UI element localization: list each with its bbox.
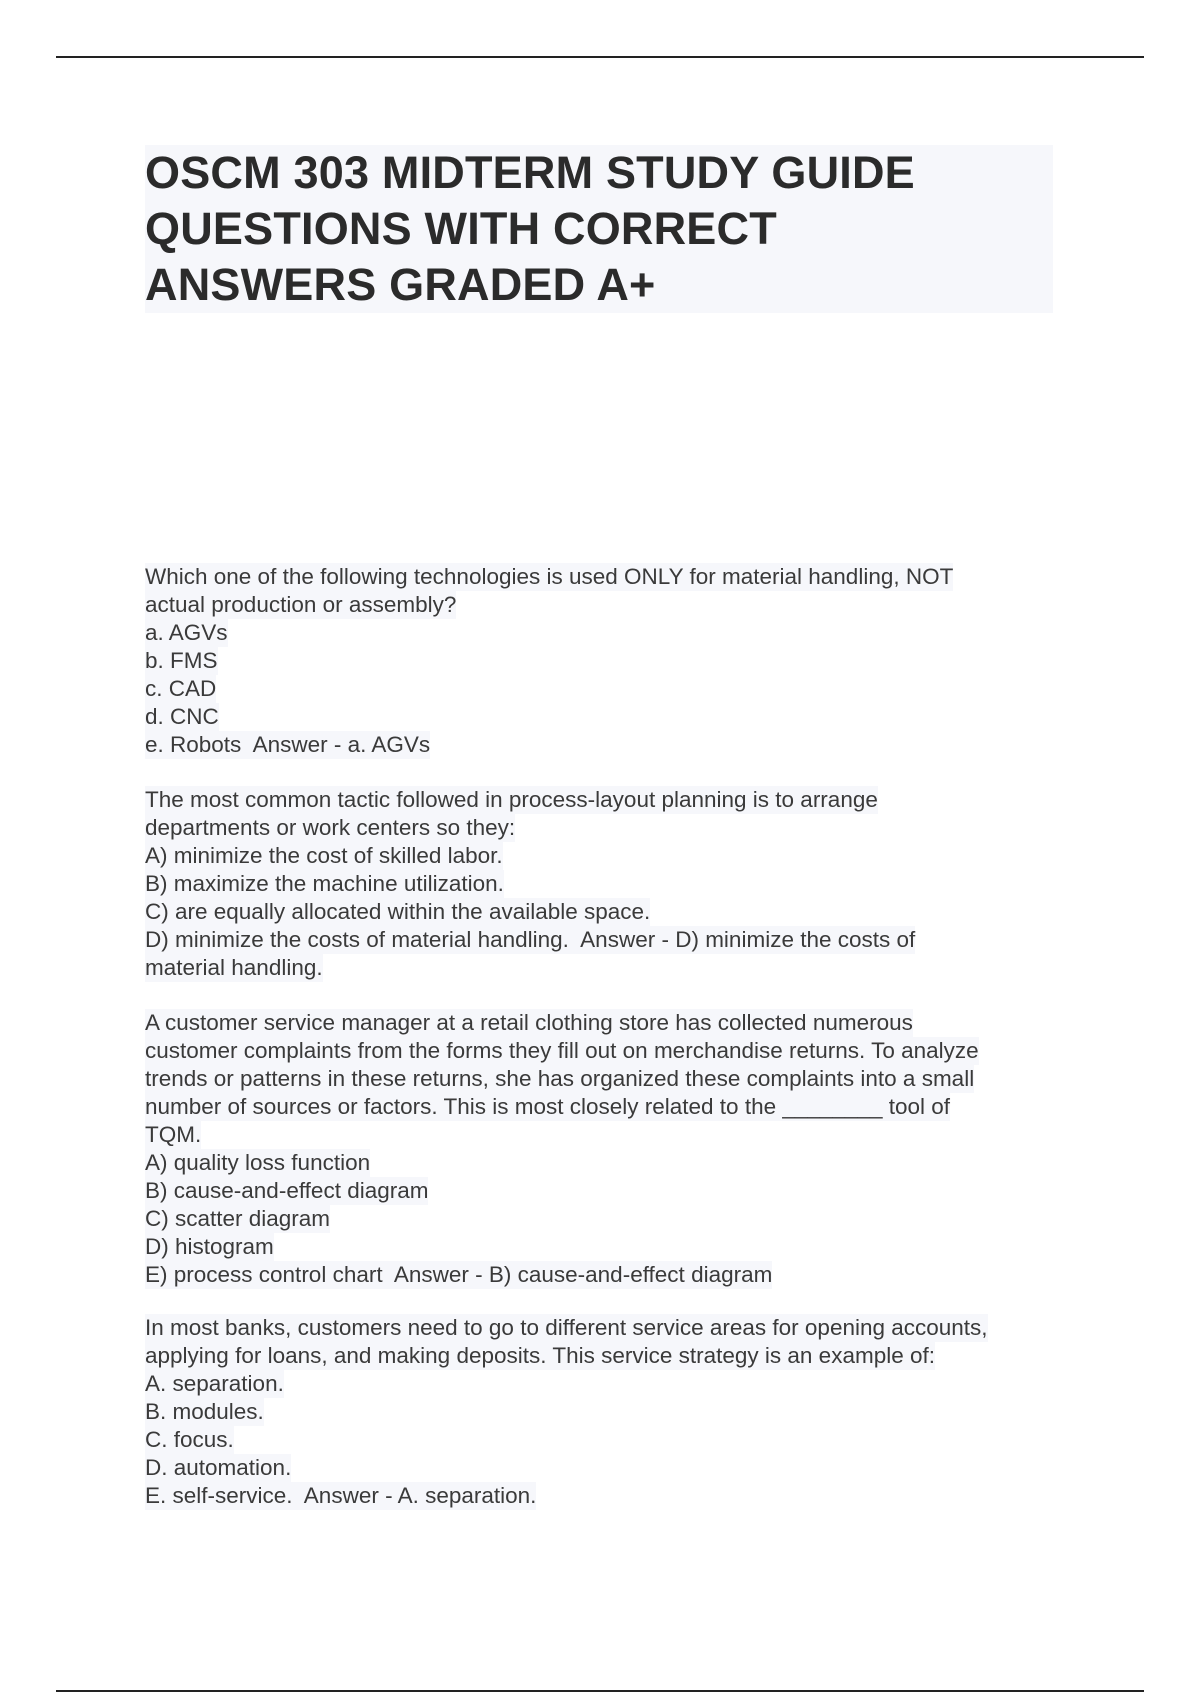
question-3-option: A) quality loss function bbox=[145, 1150, 371, 1175]
question-block-3 bbox=[145, 1009, 1060, 1289]
question-block-1 bbox=[145, 563, 1060, 759]
question-4-answer: E. self-service. Answer - A. separation. bbox=[145, 1483, 537, 1508]
question-3-line: trends or patterns in these returns, she has organized these complaints into a small bbox=[145, 1066, 975, 1091]
question-1-option: d. CNC bbox=[145, 704, 219, 729]
question-3-option: C) scatter diagram bbox=[145, 1206, 331, 1231]
title-block bbox=[145, 145, 1053, 313]
question-3-option: B) cause-and-effect diagram bbox=[145, 1178, 429, 1203]
question-4-option: A. separation. bbox=[145, 1371, 284, 1396]
question-3-line: TQM. bbox=[145, 1122, 202, 1147]
question-2-option: B) maximize the machine utilization. bbox=[145, 871, 504, 896]
question-4-option: B. modules. bbox=[145, 1399, 264, 1424]
document-title: OSCM 303 MIDTERM STUDY GUIDE QUESTIONS WITH CORRECT ANSWERS GRADED A+ bbox=[145, 147, 915, 310]
question-1-option: b. FMS bbox=[145, 648, 218, 673]
question-block-4 bbox=[145, 1314, 1060, 1510]
question-1-answer: e. Robots Answer - a. AGVs bbox=[145, 732, 431, 757]
question-block-2 bbox=[145, 786, 1060, 982]
top-rule bbox=[56, 56, 1144, 58]
question-4-line: In most banks, customers need to go to different service areas for opening accounts, bbox=[145, 1315, 988, 1340]
question-3-line: number of sources or factors. This is most closely related to the ________ tool of bbox=[145, 1094, 951, 1119]
question-2-line: departments or work centers so they: bbox=[145, 815, 516, 840]
question-1-line: actual production or assembly? bbox=[145, 592, 457, 617]
question-3-answer: E) process control chart Answer - B) cause-and-effect diagram bbox=[145, 1262, 773, 1287]
question-1-option: a. AGVs bbox=[145, 620, 228, 645]
question-4-option: D. automation. bbox=[145, 1455, 292, 1480]
question-3-option: D) histogram bbox=[145, 1234, 274, 1259]
question-2-option: C) are equally allocated within the available space. bbox=[145, 899, 651, 924]
question-2-answer: material handling. bbox=[145, 955, 323, 980]
question-1-option: c. CAD bbox=[145, 676, 217, 701]
question-3-line: customer complaints from the forms they fill out on merchandise returns. To analyze bbox=[145, 1038, 979, 1063]
question-2-answer: D) minimize the costs of material handling. Answer - D) minimize the costs of bbox=[145, 927, 916, 952]
question-4-option: C. focus. bbox=[145, 1427, 234, 1452]
question-3-line: A customer service manager at a retail clothing store has collected numerous bbox=[145, 1010, 913, 1035]
question-2-option: A) minimize the cost of skilled labor. bbox=[145, 843, 503, 868]
question-1-line: Which one of the following technologies is used ONLY for material handling, NOT bbox=[145, 564, 954, 589]
bottom-rule bbox=[56, 1690, 1144, 1692]
question-4-line: applying for loans, and making deposits. This service strategy is an example of: bbox=[145, 1343, 935, 1368]
question-2-line: The most common tactic followed in process-layout planning is to arrange bbox=[145, 787, 878, 812]
